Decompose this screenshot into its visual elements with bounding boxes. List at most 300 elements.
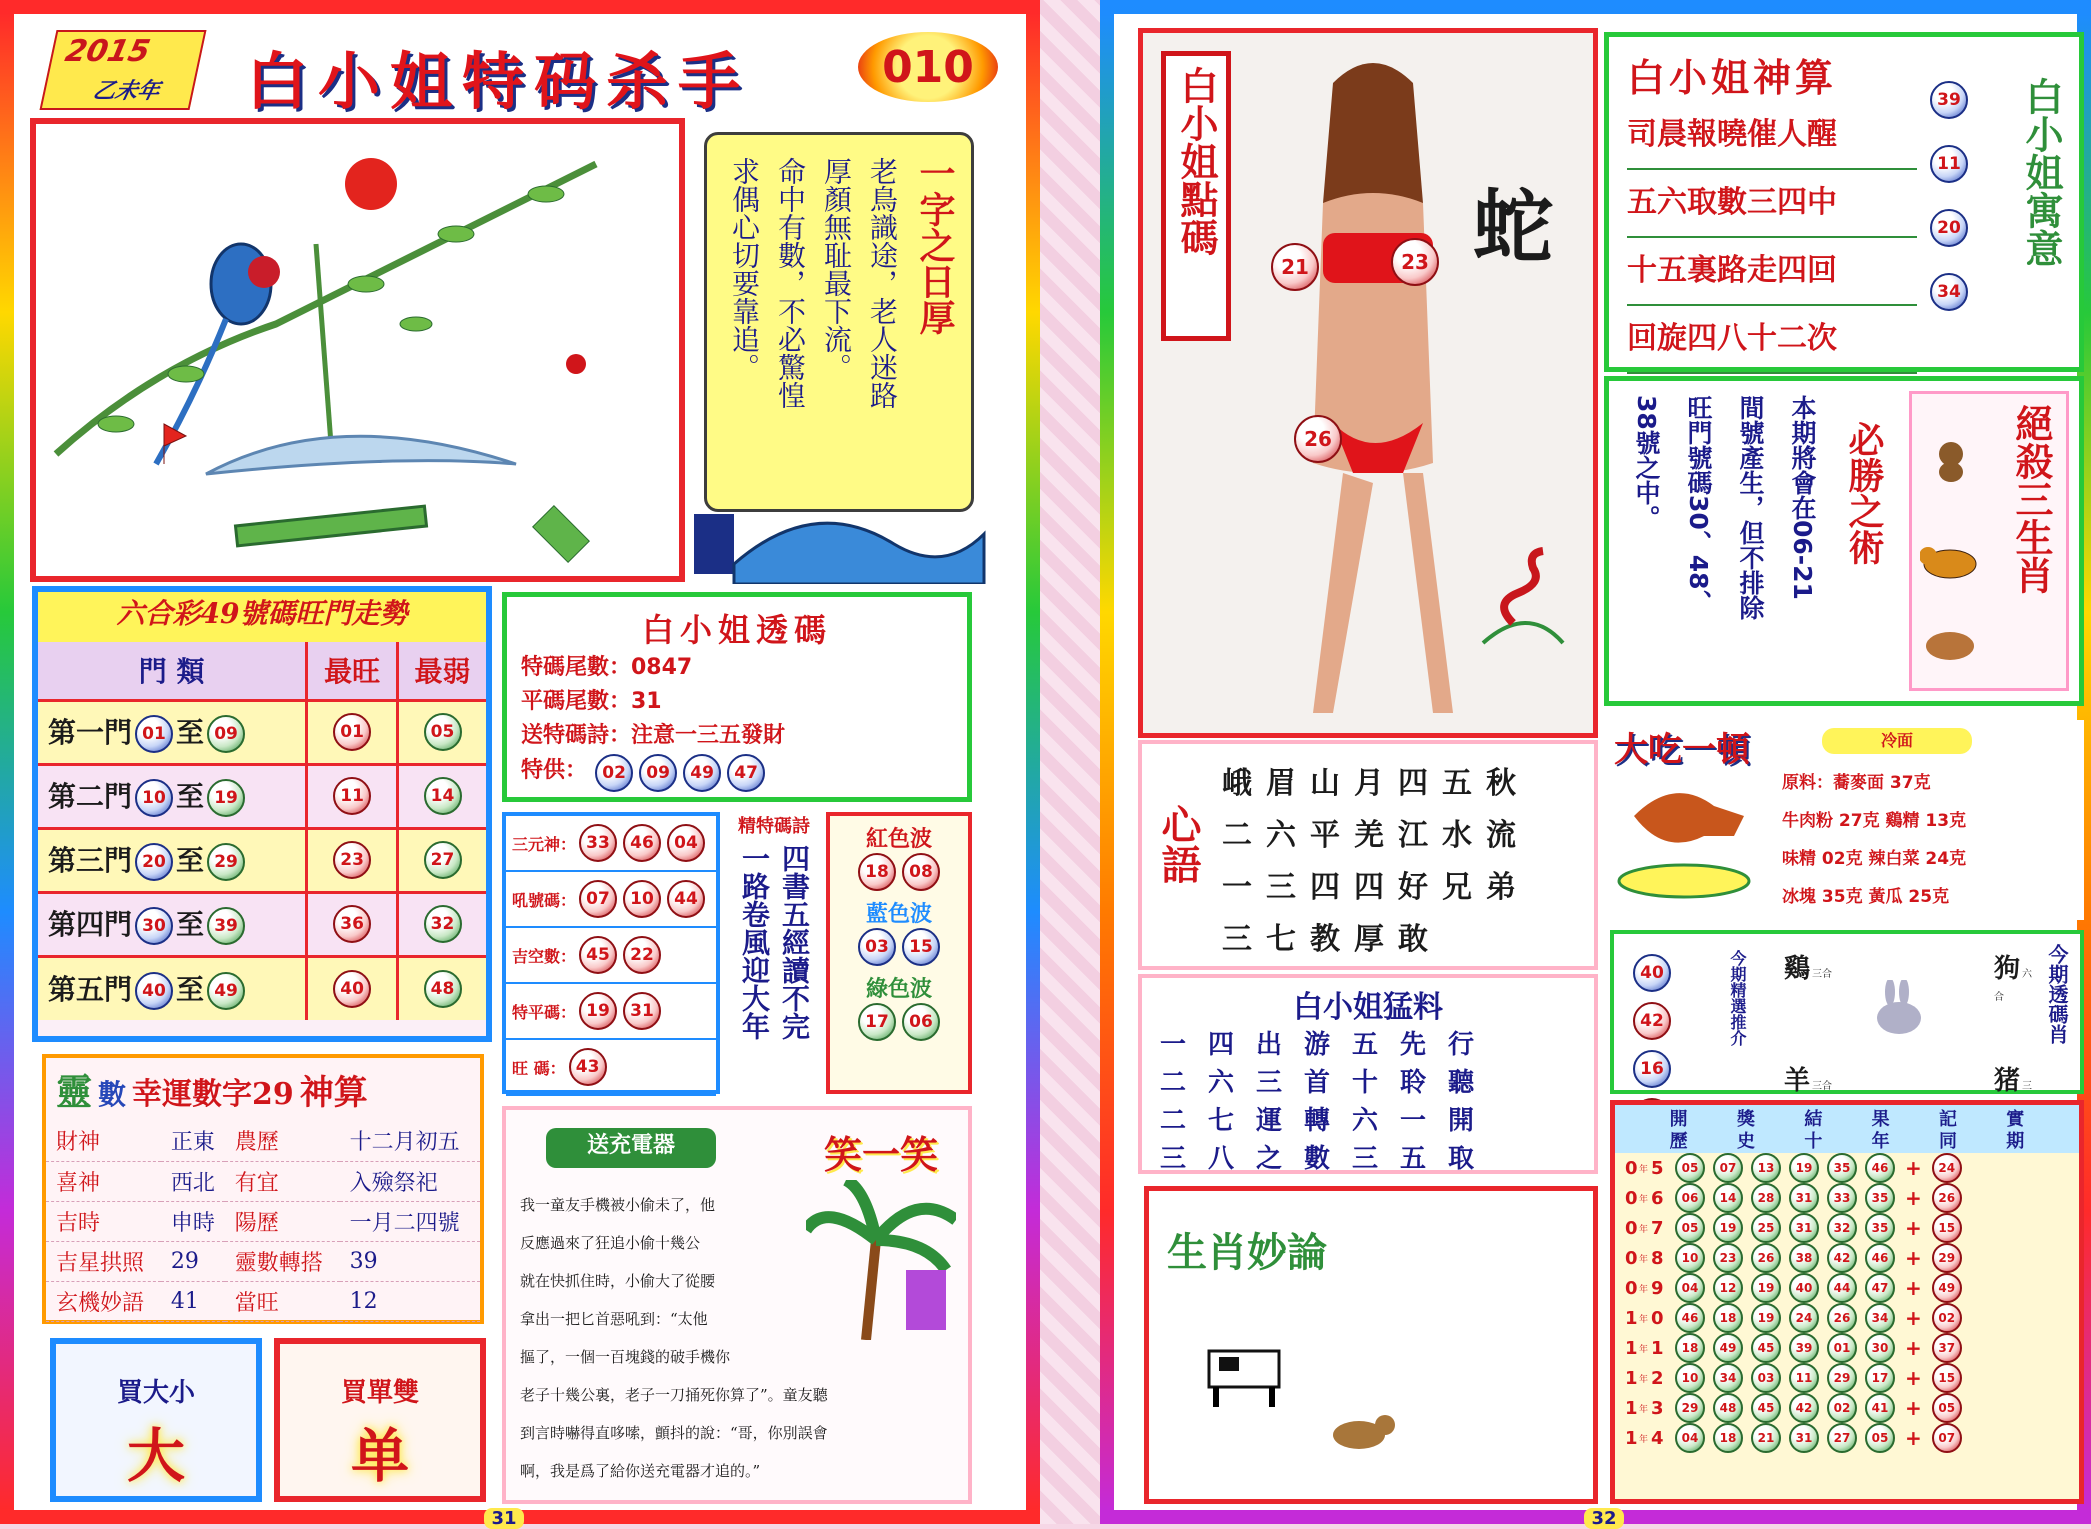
- history-ball: 06: [1675, 1183, 1705, 1213]
- history-header-top: 結: [1804, 1109, 1823, 1130]
- body-ball-2: 23: [1391, 238, 1439, 286]
- joke-line: 摳了，一個一百塊錢的破手機你: [520, 1348, 731, 1366]
- buy-odd-value: 单: [350, 1422, 409, 1490]
- lucky-cell: 當旺: [225, 1281, 340, 1321]
- dachi-title: 大吃一頓: [1614, 730, 1750, 770]
- jinqi-animal: [1784, 948, 1832, 985]
- trend-to-ball: 49: [207, 972, 245, 1010]
- riddle-line: 求偶心切要靠追。: [728, 157, 761, 381]
- history-ball: 40: [1789, 1273, 1819, 1303]
- bisheng-col: 38號之中。: [1632, 395, 1661, 530]
- cow-icon: [1189, 1331, 1299, 1411]
- code-row: [506, 872, 716, 928]
- code-ball: 31: [623, 992, 661, 1030]
- history-ball: 49: [1932, 1273, 1962, 1303]
- history-ball: 18: [1713, 1423, 1743, 1453]
- wave-ball: 17: [858, 1003, 896, 1041]
- history-header-top: 果: [1871, 1109, 1890, 1130]
- trend-to-word: 至: [176, 907, 205, 941]
- history-ball: 37: [1932, 1333, 1962, 1363]
- history-row: [1615, 1393, 2079, 1423]
- trend-from-ball: 40: [135, 972, 173, 1010]
- year-text: 2015: [62, 34, 154, 69]
- history-plus: +: [1905, 1396, 1922, 1420]
- lucky-row: [46, 1161, 480, 1201]
- history-plus: +: [1905, 1186, 1922, 1210]
- history-ball: 33: [1827, 1183, 1857, 1213]
- history-ball: 41: [1865, 1393, 1895, 1423]
- toumai-ball: 47: [727, 754, 765, 792]
- history-row: [1615, 1273, 2079, 1303]
- trend-row: [38, 956, 486, 1020]
- toumai-title: 白小姐透碼: [641, 611, 832, 649]
- history-year-digit: 8: [1651, 1247, 1664, 1269]
- lucky-cell: 農歷: [225, 1121, 340, 1161]
- history-row: [1615, 1213, 2079, 1243]
- shensuan-line: 五六取數三四中: [1627, 170, 1917, 238]
- joke-panel: [502, 1106, 972, 1504]
- mengliao-line: 二七運轉六一開: [1160, 1106, 1497, 1136]
- history-year-digit: 1: [1625, 1367, 1638, 1389]
- history-year-digit: 0: [1651, 1307, 1664, 1329]
- riddle-line: 厚顏無耻最下流。: [820, 157, 853, 381]
- code-ball: 04: [667, 824, 705, 862]
- trend-row: [38, 700, 486, 764]
- poem-panel: [724, 812, 824, 1094]
- history-ball: 10: [1675, 1363, 1705, 1393]
- trend-row: [38, 764, 486, 828]
- shensuan-title: 白小姐神算: [1627, 55, 1838, 100]
- trend-hot-ball: 40: [333, 970, 371, 1008]
- dianma-title-box: [1161, 51, 1231, 341]
- rabbit-icon: [1864, 980, 1934, 1040]
- history-ball: 31: [1789, 1213, 1819, 1243]
- jinqi-animal-name: 鷄: [1784, 954, 1811, 984]
- trend-to-ball: 29: [207, 843, 245, 881]
- history-ball: 11: [1789, 1363, 1819, 1393]
- history-header-cell: [1872, 1109, 1890, 1153]
- code-row: [506, 928, 716, 984]
- xinyu-panel: [1138, 740, 1598, 970]
- history-year-digit: 5: [1651, 1157, 1664, 1179]
- history-ball: 46: [1865, 1153, 1895, 1183]
- joke-line: 我一童友手機被小偷未了，他: [520, 1196, 716, 1214]
- history-ball: 05: [1675, 1153, 1705, 1183]
- right-page-number: 32: [1584, 1508, 1624, 1529]
- lucky-cell: 靈數轉搭: [225, 1241, 340, 1281]
- shensuan-ball: 34: [1930, 273, 1968, 311]
- history-ball: 42: [1827, 1243, 1857, 1273]
- dachi-panel: [1604, 720, 2084, 920]
- history-ball: 03: [1751, 1363, 1781, 1393]
- issue-number: 010: [882, 42, 974, 93]
- history-ball: 42: [1789, 1393, 1819, 1423]
- jueshao-title: 絕殺三生肖: [2009, 404, 2054, 594]
- jinqi-animal: [1994, 948, 2034, 1004]
- col-hot: 最旺: [307, 642, 398, 700]
- history-ball: 29: [1675, 1393, 1705, 1423]
- history-year-digit: 0: [1625, 1217, 1638, 1239]
- trend-cold-ball: 32: [424, 905, 462, 943]
- history-row: [1615, 1303, 2079, 1333]
- year-badge: [39, 30, 206, 110]
- history-year-digit: 0: [1625, 1247, 1638, 1269]
- history-header-top: 實: [2006, 1109, 2025, 1130]
- dachi-tag: 冷面: [1822, 728, 1972, 754]
- bird-branch-illustration: [36, 124, 679, 576]
- toumai-line-4: 特供：: [521, 758, 588, 783]
- code-ball: 10: [623, 880, 661, 918]
- code-ball: 22: [623, 936, 661, 974]
- history-ball: 19: [1713, 1213, 1743, 1243]
- lucky-cell: 12: [340, 1281, 480, 1321]
- history-year-word: 年: [1639, 1374, 1649, 1385]
- history-year-word: 年: [1639, 1404, 1649, 1415]
- painting-panel: [30, 118, 685, 582]
- page-gutter: [1040, 0, 1100, 1524]
- history-year-digit: 1: [1625, 1337, 1638, 1359]
- trend-from-ball: 20: [135, 843, 173, 881]
- history-header-bottom: 史: [1736, 1131, 1755, 1152]
- body-ball-3: 26: [1294, 415, 1342, 463]
- history-year-digit: 7: [1651, 1217, 1664, 1239]
- shensuan-ball: 39: [1930, 81, 1968, 119]
- trend-row: [38, 828, 486, 892]
- left-page-number: 31: [484, 1508, 524, 1529]
- jinqi-animal-name: 狗: [1994, 954, 2021, 984]
- toumai-panel: [502, 592, 972, 802]
- dachi-line: 冰塊 35克 黃瓜 25克: [1782, 887, 1950, 907]
- history-ball: 19: [1751, 1303, 1781, 1333]
- wave-title: 紅色波: [865, 826, 932, 852]
- code-label: 吉空數：: [512, 946, 577, 966]
- history-ball: 27: [1827, 1423, 1857, 1453]
- joke-line: 老子十幾公裏，老子一刀捅死你算了”。童友聽: [520, 1386, 828, 1404]
- history-ball: 45: [1751, 1333, 1781, 1363]
- meat-icon: [1614, 776, 1764, 906]
- lucky-cell: 陽歷: [225, 1201, 340, 1241]
- jinqi-animal-tag: 三: [2022, 1081, 2033, 1092]
- history-ball: 26: [1751, 1243, 1781, 1273]
- history-plus: +: [1905, 1426, 1922, 1450]
- trend-row-label: 第二門: [48, 779, 133, 813]
- history-year-word: 年: [1639, 1284, 1649, 1295]
- trend-to-word: 至: [176, 972, 205, 1006]
- lucky-row: [46, 1201, 480, 1241]
- history-ball: 30: [1865, 1333, 1895, 1363]
- dachi-line: 牛肉粉 27克 鷄精 13克: [1782, 811, 1967, 831]
- history-ball: 15: [1932, 1363, 1962, 1393]
- history-ball: 26: [1827, 1303, 1857, 1333]
- buy-size-value: 大: [126, 1422, 185, 1490]
- history-ball: 14: [1713, 1183, 1743, 1213]
- trend-to-ball: 19: [207, 779, 245, 817]
- mengliao-line: 二六三首十聆聽: [1160, 1068, 1497, 1098]
- trend-hot-ball: 36: [333, 905, 371, 943]
- history-year-word: 年: [1639, 1314, 1649, 1325]
- history-header-top: 開: [1669, 1109, 1688, 1130]
- history-year-word: 年: [1639, 1194, 1649, 1205]
- history-ball: 10: [1675, 1243, 1705, 1273]
- history-plus: +: [1905, 1306, 1922, 1330]
- buy-size-label: 買大小: [116, 1378, 195, 1408]
- history-ball: 34: [1865, 1303, 1895, 1333]
- lucky-row: [46, 1121, 480, 1161]
- trend-to-word: 至: [176, 843, 205, 877]
- lucky-cell: 喜神: [46, 1161, 161, 1201]
- trend-panel: [32, 586, 492, 1042]
- trend-hot-ball: 11: [333, 777, 371, 815]
- lucky-row: [46, 1281, 480, 1321]
- lucky-cell: 入殮祭祀: [340, 1161, 480, 1201]
- history-ball: 01: [1827, 1333, 1857, 1363]
- bisheng-title: 必勝之術: [1843, 421, 1885, 565]
- xinyu-line: 二六平羌江水流: [1222, 818, 1530, 853]
- trend-to-ball: 39: [207, 907, 245, 945]
- history-row: [1615, 1243, 2079, 1273]
- code-ball: 19: [579, 992, 617, 1030]
- year-sub-text: 乙未年: [90, 79, 163, 104]
- history-ball: 04: [1675, 1273, 1705, 1303]
- wave-ball: 15: [902, 928, 940, 966]
- trend-row-label: 第三門: [48, 843, 133, 877]
- jinqi-animal-name: 羊: [1784, 1066, 1811, 1096]
- code-ball: 45: [579, 936, 617, 974]
- history-ball: 24: [1789, 1303, 1819, 1333]
- history-ball: 05: [1865, 1423, 1895, 1453]
- history-ball: 23: [1713, 1243, 1743, 1273]
- shensuan-panel: [1604, 32, 2084, 372]
- history-ball: 21: [1751, 1423, 1781, 1453]
- trend-cold-ball: 05: [424, 713, 462, 751]
- joke-line: 拿出一把匕首惡吼到：“太他: [520, 1310, 708, 1328]
- trend-row: [38, 892, 486, 956]
- toumai-ball: 02: [595, 754, 633, 792]
- trend-row-label: 第五門: [48, 972, 133, 1006]
- jinqi-ball: 42: [1633, 1002, 1671, 1040]
- riddle-line: 命中有數，不必驚惶: [774, 157, 807, 409]
- lucky-cell: 吉時: [46, 1201, 161, 1241]
- lucky-cell: 41: [161, 1281, 225, 1321]
- wave-balls: [830, 853, 968, 891]
- body-ball-1: 21: [1271, 243, 1319, 291]
- mengliao-title: 白小姐猛料: [1293, 990, 1443, 1025]
- xinyu-label: 心語: [1155, 804, 1202, 884]
- mengliao-line: 一四出游五先行: [1160, 1030, 1497, 1060]
- history-year-digit: 6: [1651, 1187, 1664, 1209]
- history-header-cell: [1939, 1109, 1957, 1153]
- toumai-line-3: 送特碼詩：注意一三五發財: [521, 723, 786, 748]
- trend-to-word: 至: [176, 779, 205, 813]
- trend-row-label: 第四門: [48, 907, 133, 941]
- code-row: [506, 816, 716, 872]
- trend-from-ball: 30: [135, 907, 173, 945]
- riddle-scroll: [704, 132, 974, 512]
- trend-to-word: 至: [176, 715, 205, 749]
- history-header-bottom: 歷: [1669, 1131, 1688, 1152]
- history-header-top: 獎: [1736, 1109, 1755, 1130]
- history-year-digit: 4: [1651, 1427, 1664, 1449]
- history-year-digit: 1: [1651, 1337, 1664, 1359]
- lucky-cell: 39: [340, 1241, 480, 1281]
- history-header-bottom: 十: [1804, 1131, 1823, 1152]
- wave-title: 綠色波: [865, 976, 932, 1002]
- lucky-title-a: 靈: [56, 1071, 93, 1113]
- snake-icon: [1473, 543, 1583, 653]
- history-header-cell: [2006, 1109, 2024, 1153]
- xinyu-line: 一三四四好兄弟: [1222, 870, 1530, 905]
- history-header-cell: [1670, 1109, 1688, 1153]
- lucky-cell: 一月二四號: [340, 1201, 480, 1241]
- xinyu-line: 峨眉山月四五秋: [1222, 766, 1530, 801]
- shensuan-ball: 20: [1930, 209, 1968, 247]
- history-year-word: 年: [1639, 1344, 1649, 1355]
- toumai-ball: 09: [639, 754, 677, 792]
- jinqi-animal-tag: 三合: [1812, 1081, 1833, 1092]
- history-year-digit: 1: [1625, 1427, 1638, 1449]
- lucky-title-c: 幸運數字29: [132, 1077, 294, 1112]
- history-panel: [1610, 1100, 2084, 1504]
- wave-title: 藍色波: [865, 901, 932, 927]
- buy-odd-panel: [274, 1338, 486, 1502]
- joke-tag: 送充電器: [546, 1128, 716, 1168]
- joke-title: 笑一笑: [823, 1132, 938, 1177]
- history-ball: 35: [1865, 1183, 1895, 1213]
- trend-hot-ball: 23: [333, 841, 371, 879]
- code-ball: 44: [667, 880, 705, 918]
- history-ball: 13: [1751, 1153, 1781, 1183]
- history-year-digit: 0: [1625, 1187, 1638, 1209]
- right-page: [1100, 0, 2091, 1529]
- joke-line: 反應過來了狂追小偷十幾公: [520, 1234, 701, 1252]
- history-ball: 35: [1827, 1153, 1857, 1183]
- jinqi-animal: [1784, 1060, 1832, 1097]
- wave-balls: [830, 928, 968, 966]
- zodiac-char: 蛇: [1473, 180, 1553, 274]
- code-ball: 07: [579, 880, 617, 918]
- shensuan-line: 回旋四八十二次: [1627, 306, 1917, 374]
- ink-wave-icon: [694, 494, 994, 584]
- wave-ball: 08: [902, 853, 940, 891]
- history-ball: 17: [1865, 1363, 1895, 1393]
- history-plus: +: [1905, 1216, 1922, 1240]
- history-plus: +: [1905, 1246, 1922, 1270]
- history-ball: 26: [1932, 1183, 1962, 1213]
- history-ball: 32: [1827, 1213, 1857, 1243]
- lucky-cell: 有宜: [225, 1161, 340, 1201]
- history-year-word: 年: [1639, 1254, 1649, 1265]
- history-year-digit: 9: [1651, 1277, 1664, 1299]
- poem-columns: [724, 844, 824, 1040]
- lucky-title-d: 神算: [299, 1073, 368, 1113]
- history-year-digit: 1: [1625, 1307, 1638, 1329]
- history-ball: 49: [1713, 1333, 1743, 1363]
- code-label: 吼號碼：: [512, 890, 577, 910]
- lucky-cell: 玄機妙語: [46, 1281, 161, 1321]
- lucky-cell: 29: [161, 1241, 225, 1281]
- jinqi-right-title: 今期透碼肖: [2045, 944, 2069, 1044]
- dachi-line: 味精 02克 辣白菜 24克: [1782, 849, 1967, 869]
- history-ball: 39: [1789, 1333, 1819, 1363]
- dog-icon: [1319, 1401, 1399, 1471]
- tiger-icon: [1920, 534, 1980, 584]
- lucky-cell: 吉星拱照: [46, 1241, 161, 1281]
- history-year-digit: 3: [1651, 1397, 1664, 1419]
- history-year-digit: 1: [1625, 1397, 1638, 1419]
- history-ball: 28: [1751, 1183, 1781, 1213]
- codes-panel: [502, 812, 720, 1094]
- toumai-special-row: [521, 753, 967, 792]
- col-cold: 最弱: [398, 642, 487, 700]
- lucky-cell: 財神: [46, 1121, 161, 1161]
- history-header-bottom: 同: [1938, 1131, 1957, 1152]
- wave-ball: 18: [858, 853, 896, 891]
- history-row: [1615, 1423, 2079, 1453]
- mengliao-line: 三八之數三五取: [1160, 1144, 1497, 1174]
- history-row: [1615, 1363, 2079, 1393]
- joke-line: 啊，我是爲了給你送充電器才追的。”: [520, 1462, 761, 1480]
- history-ball: 46: [1675, 1303, 1705, 1333]
- code-label: 旺 碼：: [512, 1058, 566, 1078]
- poem-title: 精特碼詩: [738, 816, 810, 837]
- jinqi-animal-name: 猪: [1994, 1066, 2021, 1096]
- history-ball: 05: [1932, 1393, 1962, 1423]
- history-row: [1615, 1333, 2079, 1363]
- trend-cold-ball: 48: [424, 970, 462, 1008]
- joke-line: 到言時嚇得直哆嗦，顫抖的說：“哥，你別誤會: [520, 1424, 828, 1442]
- miaolun-title: 生肖妙論: [1167, 1229, 1327, 1276]
- jinqi-animal-tag: 六合: [1994, 969, 2033, 1003]
- history-ball: 47: [1865, 1273, 1895, 1303]
- jinqi-panel: [1610, 930, 2084, 1094]
- jinqi-ball: 16: [1633, 1050, 1671, 1088]
- dachi-line: 原料：蕎麥面 37克: [1782, 773, 1931, 793]
- history-ball: 25: [1751, 1213, 1781, 1243]
- history-plus: +: [1905, 1336, 1922, 1360]
- jueshao-box: [1909, 391, 2069, 691]
- toumai-line-2: 平碼尾數：31: [521, 689, 662, 714]
- bisheng-col: 本期將會在06-21: [1788, 395, 1817, 600]
- bisheng-panel: [1604, 376, 2084, 706]
- history-ball: 15: [1932, 1213, 1962, 1243]
- history-year-digit: 0: [1625, 1277, 1638, 1299]
- code-label: 三元神：: [512, 834, 577, 854]
- history-header: [1615, 1105, 2079, 1153]
- history-ball: 18: [1675, 1333, 1705, 1363]
- shensuan-line: 司晨報曉催人醒: [1627, 102, 1917, 170]
- lucky-cell: 正東: [161, 1121, 225, 1161]
- lucky-title: [56, 1064, 470, 1115]
- lucky-table: [46, 1121, 480, 1322]
- palm-tree-icon: [806, 1180, 956, 1340]
- history-ball: 29: [1827, 1363, 1857, 1393]
- history-ball: 02: [1827, 1393, 1857, 1423]
- history-ball: 04: [1675, 1423, 1705, 1453]
- lucky-cell: 十二月初五: [340, 1121, 480, 1161]
- shensuan-line: 十五裏路走四回: [1627, 238, 1917, 306]
- buy-size-panel: [50, 1338, 262, 1502]
- riddle-line: 老鳥識途，老人迷路: [866, 157, 899, 409]
- code-row: [506, 1040, 716, 1096]
- xinyu-line: 三七教厚敢: [1222, 922, 1442, 957]
- trend-to-ball: 09: [207, 715, 245, 753]
- history-ball: 12: [1713, 1273, 1743, 1303]
- history-year-digit: 2: [1651, 1367, 1664, 1389]
- history-ball: 45: [1751, 1393, 1781, 1423]
- poem-col: 四書五經讀不完: [778, 844, 811, 1040]
- history-ball: 34: [1713, 1363, 1743, 1393]
- code-row: [506, 984, 716, 1040]
